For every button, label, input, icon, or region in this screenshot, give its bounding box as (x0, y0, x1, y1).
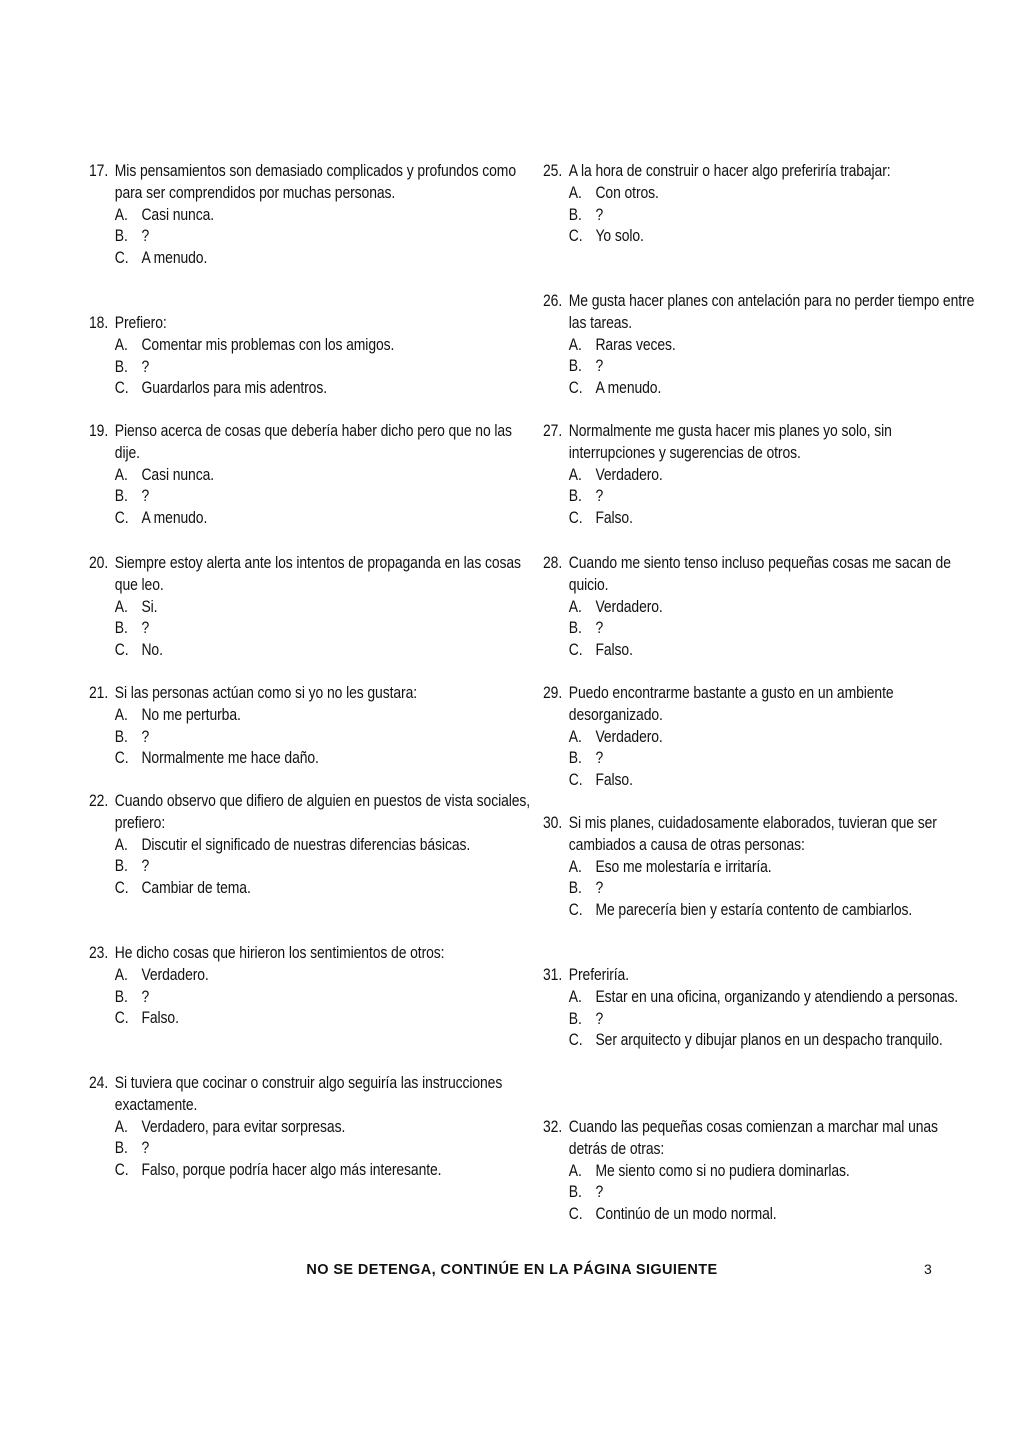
answer-option (115, 248, 534, 270)
answer-option (569, 1030, 978, 1052)
option-text: Verdadero. (595, 727, 663, 746)
question-number: 19. (89, 422, 109, 440)
option-label: C. (568, 379, 583, 398)
option-label: A. (114, 965, 128, 984)
question-item (543, 813, 978, 922)
option-text: ? (595, 879, 604, 898)
option-text: ? (141, 227, 150, 246)
option-label: A. (568, 987, 582, 1006)
option-label: C. (568, 509, 583, 528)
question-number: 30. (543, 814, 563, 832)
answer-option (569, 486, 978, 508)
option-text: No me perturba. (141, 705, 241, 724)
question-number: 21. (89, 684, 109, 702)
answer-option (115, 856, 534, 878)
option-text: Falso. (595, 771, 633, 790)
option-label: B. (114, 227, 128, 246)
question-item (543, 683, 978, 792)
option-text: ? (141, 1139, 150, 1158)
answer-option (569, 465, 978, 487)
option-text: Casi nunca. (141, 205, 215, 224)
answer-option (569, 356, 978, 378)
question-text: Si mis planes, cuidadosamente elaborados, tuvieran que ser cambiados a causa de otras personas: (568, 814, 937, 854)
answer-option (569, 205, 978, 227)
answer-option (569, 597, 978, 619)
question-number: 25. (543, 162, 563, 180)
question-text: Si las personas actúan como si yo no les gustara: (114, 684, 418, 702)
question-number: 27. (543, 422, 563, 440)
option-text: Verdadero. (141, 965, 209, 984)
answer-option (569, 770, 978, 792)
question-text: Normalmente me gusta hacer mis planes yo solo, sin interrupciones y sugerencias de otros. (568, 422, 892, 462)
question-number: 31. (543, 966, 563, 984)
option-label: A. (114, 205, 128, 224)
option-text: ? (141, 857, 150, 876)
question-item (89, 553, 534, 662)
option-text: ? (141, 357, 150, 376)
question-number: 20. (89, 554, 109, 572)
option-text: Normalmente me hace daño. (141, 749, 319, 768)
option-text: ? (141, 727, 150, 746)
option-text: ? (141, 487, 150, 506)
answer-option (115, 1160, 534, 1182)
option-label: B. (114, 619, 128, 638)
option-text: Verdadero. (595, 465, 663, 484)
question-item (543, 1117, 978, 1226)
option-label: A. (568, 1161, 582, 1180)
option-text: Si. (141, 597, 158, 616)
question-item (543, 421, 978, 530)
option-label: C. (114, 749, 129, 768)
option-label: C. (114, 1161, 129, 1180)
option-label: C. (114, 641, 129, 660)
option-label: B. (114, 357, 128, 376)
option-label: C. (568, 227, 583, 246)
option-label: C. (114, 1009, 129, 1028)
question-item (543, 161, 978, 248)
question-item (543, 553, 978, 662)
page-number: 3 (924, 1261, 932, 1277)
option-label: A. (568, 857, 582, 876)
answer-option (569, 857, 978, 879)
question-item (89, 313, 534, 400)
question-text: Pienso acerca de cosas que debería haber dicho pero que no las dije. (114, 422, 512, 462)
option-text: ? (595, 1183, 604, 1202)
answer-option (115, 1117, 534, 1139)
option-text: Falso. (141, 1009, 179, 1028)
option-label: C. (568, 1205, 583, 1224)
option-label: C. (568, 641, 583, 660)
option-text: A menudo. (141, 249, 208, 268)
question-text: Cuando las pequeñas cosas comienzan a marchar mal unas detrás de otras: (568, 1118, 938, 1158)
answer-option (115, 640, 534, 662)
question-text: Si tuviera que cocinar o construir algo seguiría las instrucciones exactamente. (114, 1074, 503, 1114)
question-item (89, 683, 534, 770)
option-text: Estar en una oficina, organizando y atendiendo a personas. (595, 987, 959, 1006)
question-text: Cuando observo que difiero de alguien en puestos de vista sociales, prefiero: (114, 792, 531, 832)
option-label: B. (568, 205, 582, 224)
option-label: A. (568, 465, 582, 484)
question-item (89, 161, 534, 270)
question-number: 23. (89, 944, 109, 962)
answer-option (115, 465, 534, 487)
answer-option (115, 357, 534, 379)
option-text: ? (141, 987, 150, 1006)
option-text: Casi nunca. (141, 465, 215, 484)
answer-option (115, 378, 534, 400)
option-label: A. (114, 1117, 128, 1136)
answer-option (569, 183, 978, 205)
question-text: Prefiero: (114, 314, 167, 332)
answer-option (115, 835, 534, 857)
answer-option (115, 705, 534, 727)
question-item (89, 791, 534, 900)
option-label: A. (568, 183, 582, 202)
option-label: C. (114, 879, 129, 898)
question-number: 24. (89, 1074, 109, 1092)
question-number: 17. (89, 162, 109, 180)
option-label: C. (568, 1031, 583, 1050)
option-label: B. (568, 357, 582, 376)
option-label: C. (568, 771, 583, 790)
question-number: 22. (89, 792, 109, 810)
question-text: Mis pensamientos son demasiado complicados y profundos como para ser comprendidos por muchas personas. (114, 162, 516, 202)
question-text: Siempre estoy alerta ante los intentos de propaganda en las cosas que leo. (114, 554, 521, 594)
answer-option (115, 205, 534, 227)
answer-option (115, 1008, 534, 1030)
answer-option (115, 878, 534, 900)
answer-option (115, 597, 534, 619)
option-text: Cambiar de tema. (141, 879, 251, 898)
answer-option (115, 508, 534, 530)
question-text: Me gusta hacer planes con antelación para no perder tiempo entre las tareas. (568, 292, 975, 332)
option-label: A. (568, 727, 582, 746)
option-text: Eso me molestaría e irritaría. (595, 857, 772, 876)
answer-option (115, 335, 534, 357)
option-text: Ser arquitecto y dibujar planos en un despacho tranquilo. (595, 1031, 943, 1050)
question-text: Cuando me siento tenso incluso pequeñas cosas me sacan de quicio. (568, 554, 951, 594)
answer-option (569, 378, 978, 400)
option-text: Yo solo. (595, 227, 644, 246)
answer-option (569, 1009, 978, 1031)
option-label: B. (568, 879, 582, 898)
option-label: B. (568, 1183, 582, 1202)
answer-option (115, 1138, 534, 1160)
option-label: B. (114, 1139, 128, 1158)
answer-option (569, 640, 978, 662)
option-label: C. (114, 509, 129, 528)
option-text: Verdadero, para evitar sorpresas. (141, 1117, 346, 1136)
option-text: Raras veces. (595, 335, 676, 354)
answer-option (115, 748, 534, 770)
option-text: Falso. (595, 509, 633, 528)
question-number: 29. (543, 684, 563, 702)
option-text: ? (595, 487, 604, 506)
option-label: A. (114, 705, 128, 724)
option-label: A. (568, 335, 582, 354)
option-text: A menudo. (595, 379, 662, 398)
answer-option (569, 1204, 978, 1226)
question-text: A la hora de construir o hacer algo preferiría trabajar: (568, 162, 891, 180)
question-item (89, 1073, 534, 1182)
option-label: B. (114, 987, 128, 1006)
option-label: C. (114, 249, 129, 268)
option-label: B. (114, 857, 128, 876)
option-text: Discutir el significado de nuestras diferencias básicas. (141, 835, 471, 854)
option-text: ? (595, 205, 604, 224)
answer-option (115, 987, 534, 1009)
question-item (89, 421, 534, 530)
option-label: A. (114, 335, 128, 354)
option-text: Falso. (595, 641, 633, 660)
option-label: B. (568, 749, 582, 768)
answer-option (569, 335, 978, 357)
option-text: ? (595, 357, 604, 376)
question-number: 28. (543, 554, 563, 572)
option-text: Me siento como si no pudiera dominarlas. (595, 1161, 850, 1180)
option-text: Verdadero. (595, 597, 663, 616)
answer-option (569, 226, 978, 248)
option-label: C. (568, 901, 583, 920)
question-number: 26. (543, 292, 563, 310)
question-item (543, 291, 978, 400)
answer-option (115, 618, 534, 640)
option-label: B. (568, 1009, 582, 1028)
question-text: Preferiría. (568, 966, 629, 984)
question-item (89, 943, 534, 1030)
option-text: Continúo de un modo normal. (595, 1205, 777, 1224)
answer-option (569, 508, 978, 530)
question-text: He dicho cosas que hirieron los sentimientos de otros: (114, 944, 445, 962)
answer-option (569, 727, 978, 749)
question-item (543, 965, 978, 1052)
answer-option (569, 618, 978, 640)
option-text: ? (595, 749, 604, 768)
option-text: ? (595, 619, 604, 638)
option-text: Me parecería bien y estaría contento de cambiarlos. (595, 901, 913, 920)
option-label: A. (568, 597, 582, 616)
option-label: A. (114, 465, 128, 484)
option-label: B. (114, 487, 128, 506)
question-number: 18. (89, 314, 109, 332)
option-text: No. (141, 641, 163, 660)
option-text: Falso, porque podría hacer algo más interesante. (141, 1161, 442, 1180)
option-text: ? (595, 1009, 604, 1028)
answer-option (569, 1182, 978, 1204)
answer-option (569, 987, 978, 1009)
question-text: Puedo encontrarme bastante a gusto en un ambiente desorganizado. (568, 684, 894, 724)
option-text: A menudo. (141, 509, 208, 528)
option-label: A. (114, 597, 128, 616)
option-label: A. (114, 835, 128, 854)
answer-option (569, 878, 978, 900)
answer-option (115, 486, 534, 508)
question-number: 32. (543, 1118, 563, 1136)
option-text: ? (141, 619, 150, 638)
answer-option (115, 226, 534, 248)
option-label: B. (114, 727, 128, 746)
option-label: B. (568, 487, 582, 506)
option-label: B. (568, 619, 582, 638)
answer-option (115, 965, 534, 987)
answer-option (569, 900, 978, 922)
answer-option (115, 727, 534, 749)
option-text: Comentar mis problemas con los amigos. (141, 335, 395, 354)
option-text: Guardarlos para mis adentros. (141, 379, 327, 398)
option-text: Con otros. (595, 183, 659, 202)
option-label: C. (114, 379, 129, 398)
answer-option (569, 748, 978, 770)
answer-option (569, 1161, 978, 1183)
continue-notice: NO SE DETENGA, CONTINÚE EN LA PÁGINA SIGUIENTE (306, 1262, 718, 1278)
